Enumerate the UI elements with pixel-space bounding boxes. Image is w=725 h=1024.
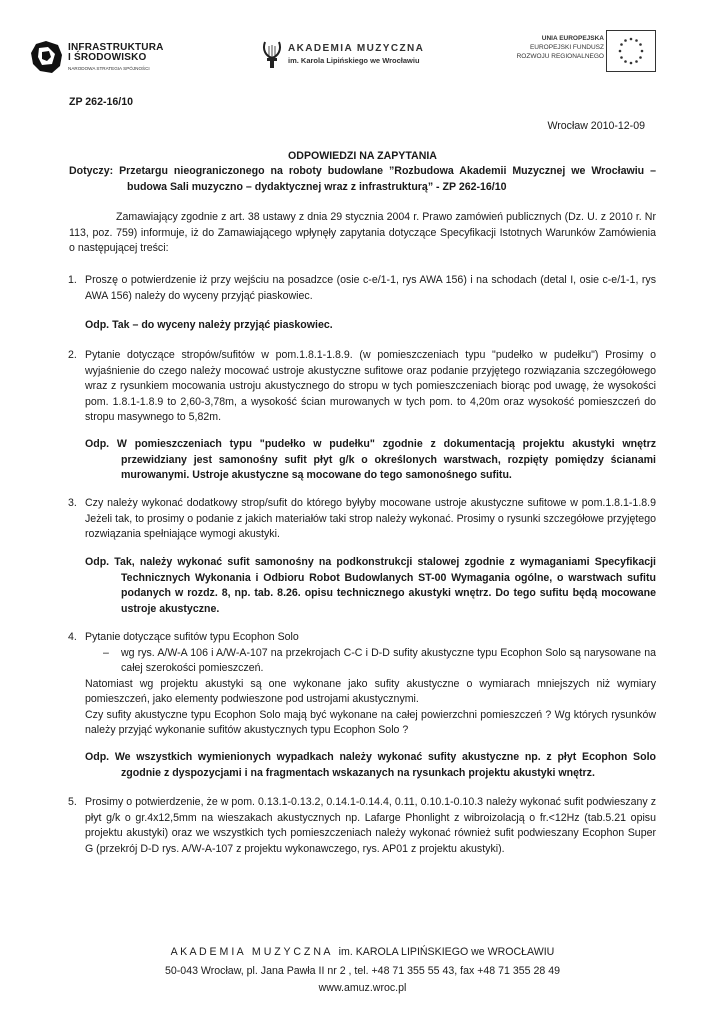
item-note-1: Natomiast wg projektu akustyki są one wykonane jako sufity akustyczne o wymiarach mniejszych niż wymiary pomieszczeń, jako elementy podwieszone pod ustrojami akustycznymi.: [85, 677, 656, 705]
subject-line-1: Dotyczy: Przetargu nieograniczonego na roboty budowlane ”Rozbudowa Akademii Muzycznej we Wrocławiu –: [69, 165, 656, 177]
logo-left-subline: NARODOWA STRATEGIA SPÓJNOŚCI: [68, 66, 150, 71]
item-question: Proszę o potwierdzenie iż przy wejściu na posadzce (osie c-e/1-1, rys AWA 156) i na schodach (detal I, osie c-e/1-1, rys AWA 156) należy do wyceny przyjąć piaskowiec.: [85, 274, 656, 302]
place-date: Wrocław 2010-12-09: [547, 120, 645, 132]
logo-akademia: [262, 40, 462, 74]
answer-text: Odp. Tak, należy wykonać sufit samonośny na podkonstrukcji stalowej zgodnie z wymaganiami Specyfikacji Technicznych Wykonania i Odbioru Robot Budowlanych ST-00 Wymagania ogólne, o warstwach sufitu podanych w rozdz. 8, np. tab. 8.26. opisu technicznego akustyki wnętrz. Do tego sufitu będą mocowane ustroje akustyczne.: [85, 556, 656, 615]
item-number: 5.: [68, 796, 77, 808]
lyre-icon: [262, 40, 282, 70]
footer-website-link[interactable]: www.amuz.wroc.pl: [318, 982, 407, 994]
list-item-2: [68, 348, 656, 426]
footer-institution: A K A D E M I A M U Z Y C Z N A im. KAROLA LIPIŃSKIEGO we WROCŁAWIU: [170, 946, 555, 958]
answer-text: Odp. We wszystkich wymienionych wypadkach należy wykonać sufity akustyczne np. z płyt Ecophon Solo zgodnie z dyspozycjami i na fragmentach wskazanych na rysunkach projektu akustyki wnętrz.: [85, 751, 656, 779]
item-number: 2.: [68, 349, 77, 361]
footer-address: 50-043 Wrocław, pl. Jana Pawła II nr 2 , tel. +48 71 355 55 43, fax +48 71 355 28 49: [165, 965, 560, 977]
item-question: Prosimy o potwierdzenie, że w pom. 0.13.1-0.13.2, 0.14.1-0.14.4, 0.11, 0.10.1-0.10.3 należy wykonać sufit podwieszany z płyt g/k o gr.4x12,5mm na wieszakach akustycznych np. Lafarge Phonlight z wibroizolacją o fr.<12Hz (tab.5.21 opisu projektu akustyki) oraz we wszystkich tych pomieszczeniach należy wykonać również sufit podwieszany Ecophon Super G (przekrój D-D rys. A/W-A-107 z projektu wykonawczego, rys. AP01 z projektu akustyki).: [85, 796, 656, 855]
logo-left-line1: INFRASTRUKTURA: [68, 42, 164, 53]
poland-map-icon: [30, 40, 64, 74]
list-item-4: [68, 630, 656, 739]
item-number: 4.: [68, 631, 77, 643]
item-question: Czy należy wykonać dodatkowy strop/sufit do którego byłyby mocowane ustroje akustyczne sufitowe w pom.1.8.1-1.8.9 Jeżeli tak, to prosimy o podanie z jakich materiałów taki strop należy wykonać. Prosimy o rysunki szczegółowe przyjętego rozwiązania spełniające wymogi akustyki.: [85, 497, 656, 540]
logo-right-line1: UNIA EUROPEJSKA: [541, 35, 604, 42]
logo-right-line2: EUROPEJSKI FUNDUSZ: [529, 44, 604, 51]
bullet-item: [103, 646, 656, 677]
answer-4: [85, 750, 656, 781]
answer-text: Odp. W pomieszczeniach typu "pudełko w pudełku" zgodnie z dokumentacją projektu akustyki wnętrz przewidziany jest samonośny sufit płyt g/k o określonych warstwach, rozpięty pomiędzy ścianami murowanymi. Ustroje akustyczne są mocowane do tego samonośnego sufitu.: [85, 438, 656, 481]
bullet-dash: –: [103, 646, 109, 659]
list-item-5: [68, 795, 656, 857]
item-question: Pytanie dotyczące sufitów typu Ecophon Solo: [85, 631, 299, 643]
intro-paragraph: Zamawiający zgodnie z art. 38 ustawy z dnia 29 stycznia 2004 r. Prawo zamówień publicznych (Dz. U. z 2010 r. Nr 113, poz. 759) informuje, iż do Zamawiającego wpłynęły zapytania dotyczące Specyfikacji Istotnych Warunków Zamówienia o następującej treści:: [69, 211, 656, 254]
answer-1: [85, 318, 656, 334]
logo-eu: [500, 30, 660, 74]
logo-right-line3: ROZWOJU REGIONALNEGO: [516, 53, 604, 60]
eu-flag-icon: [606, 30, 656, 72]
logo-center-line1: AKADEMIA MUZYCZNA: [288, 43, 425, 54]
item-number: 1.: [68, 274, 77, 286]
list-item-3: [68, 496, 656, 543]
answer-text: Odp. Tak – do wyceny należy przyjąć piaskowiec.: [85, 319, 333, 331]
logo-infrastruktura: [30, 40, 180, 76]
list-item-1: [68, 273, 656, 304]
document-title: ODPOWIEDZI NA ZAPYTANIA: [288, 150, 437, 162]
document-reference: ZP 262-16/10: [69, 96, 134, 108]
answer-3: [85, 555, 656, 617]
logo-center-line2: im. Karola Lipińskiego we Wrocławiu: [288, 56, 420, 65]
item-number: 3.: [68, 497, 77, 509]
answer-2: [85, 437, 656, 484]
subject-line-2: budowa Sali muzyczno – dydaktycznej wraz z infrastrukturą” - ZP 262-16/10: [127, 181, 507, 193]
bullet-text: wg rys. A/W-A 106 i A/W-A-107 na przekrojach C-C i D-D sufity akustyczne typu Ecophon Solo są narysowane na całej szerokości pomieszczeń.: [121, 646, 656, 674]
item-question: Pytanie dotyczące stropów/sufitów w pom.1.8.1-1.8.9. (w pomieszczeniach typu "pudełko w pudełku") Prosimy o wyjaśnienie do czego należy mocować ustroje akustyczne sufitowe oraz podanie przyjętego rozwiązania szczegółowego wraz z rysunkiem mocowania ustroju akustycznego do stropu w tych pomieszczeniach biorąc pod uwagę, że wysokości pom. 1.8.1-1.8.9 to 2,60-3,78m, a wysokość ścian murowanych w tych pom. to 4,20m oraz wysokość pomieszczeń do stropu masywnego to 5,82m.: [85, 349, 656, 423]
item-note-2: Czy sufity akustyczne typu Ecophon Solo mają być wykonane na całej powierzchni pomieszczeń ? Wg których rysunków należy przyjąć wykonanie sufitów akustycznych typu Ecophon Solo ?: [85, 708, 656, 736]
logo-left-line2: I ŚRODOWISKO: [68, 52, 147, 63]
